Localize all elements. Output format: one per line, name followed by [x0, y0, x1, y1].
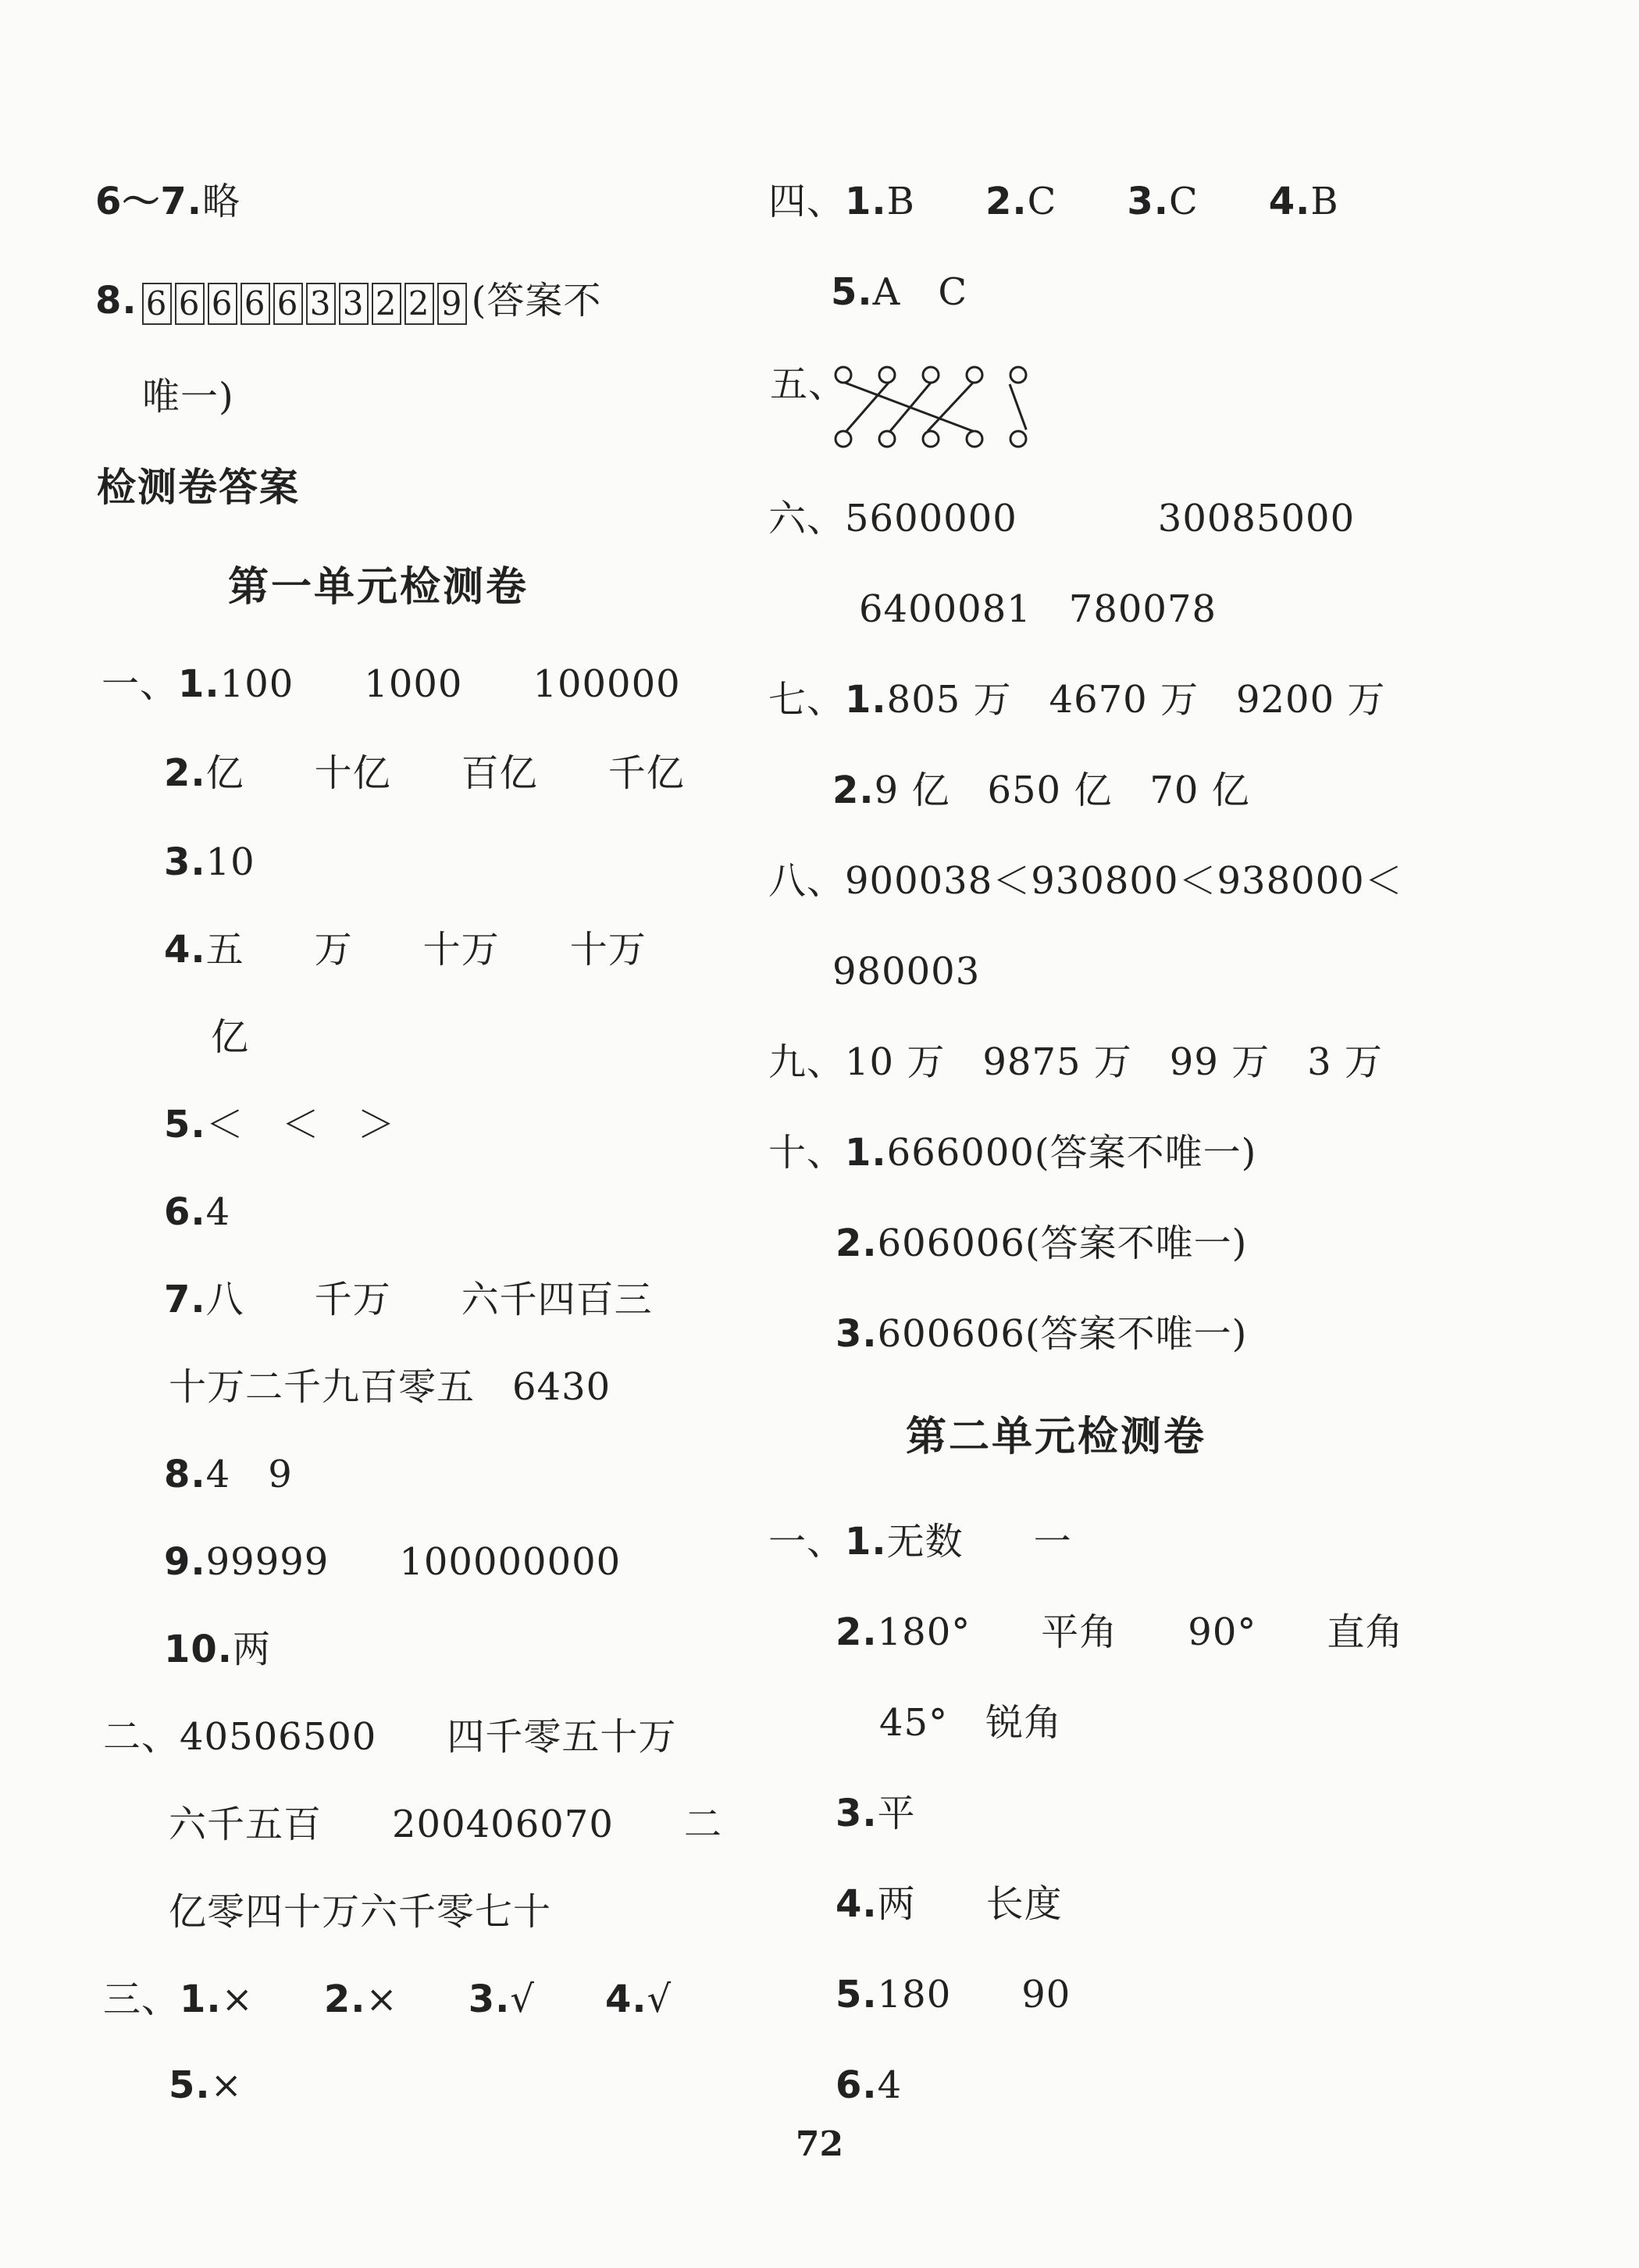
- answer-text: 亿: [205, 751, 244, 795]
- answer-text: 六千四百三: [461, 1278, 653, 1321]
- answer-text: 平: [877, 1792, 916, 1835]
- answer-text: 5600000: [845, 497, 1017, 540]
- answer-text: 99 万: [1169, 1040, 1270, 1084]
- unit1-q6: [768, 495, 1355, 542]
- unit1-q1-5: [164, 1101, 396, 1148]
- top-circle: [967, 367, 982, 383]
- unit1-q6-cont: [859, 586, 1217, 633]
- match-line: [846, 383, 889, 431]
- unit1-q3-5: [169, 2062, 243, 2109]
- answer-text: 805 万: [886, 678, 1012, 722]
- question-number: 1.: [845, 180, 887, 223]
- unit2-title: 第二单元检测卷: [906, 1414, 1207, 1460]
- digit-box: 3: [339, 283, 369, 325]
- answer-text: ＞: [357, 1103, 396, 1146]
- section-prefix: 一、: [102, 662, 179, 706]
- question-number: 8.: [164, 1453, 206, 1496]
- match-line: [1010, 384, 1026, 430]
- question-number: 1.: [845, 678, 887, 722]
- answer-text: 30085000: [1157, 497, 1356, 540]
- question-number: 6.: [836, 2063, 878, 2107]
- section-prefix: 一、: [768, 1520, 846, 1564]
- answer-text: 千亿: [607, 751, 685, 795]
- question-number: 1.: [178, 662, 220, 706]
- answer-text: 650 亿: [987, 768, 1113, 812]
- top-circle: [836, 367, 851, 383]
- answer-text: 90: [1021, 1973, 1071, 2017]
- unit1-q1-1: [102, 661, 681, 708]
- unit1-q7-2: [832, 767, 1250, 814]
- answer-text: 直角: [1327, 1610, 1404, 1654]
- match-line: [928, 383, 973, 431]
- top-circle: [879, 367, 895, 383]
- answer-6-7: [95, 178, 241, 225]
- top-circle: [1010, 367, 1026, 383]
- question-number: 1.: [180, 1977, 222, 2021]
- digit-box: 2: [404, 283, 434, 325]
- unit2-q1-4: [836, 1881, 1063, 1927]
- answer-text: 780078: [1068, 587, 1217, 631]
- unit2-q1-2: [836, 1609, 1403, 1656]
- answer-text: C: [1027, 180, 1057, 223]
- answer-text: 两: [877, 1882, 916, 1926]
- digit-boxes: [142, 283, 467, 325]
- answer-text: B: [886, 180, 915, 223]
- answer-text: 100000000: [399, 1540, 622, 1584]
- unit1-q1-7-cont: [169, 1364, 611, 1410]
- section-prefix: 二、: [103, 1715, 180, 1759]
- answer-text: 1000: [364, 662, 463, 706]
- answer-text: 100000: [533, 662, 681, 706]
- answer-text: 200406070: [392, 1803, 614, 1846]
- question-number: 5.: [169, 2063, 211, 2107]
- digit-box: 3: [306, 283, 336, 325]
- question-number: 2.: [164, 751, 206, 795]
- bottom-circle: [923, 431, 939, 447]
- answer-8-cont: 唯一): [142, 375, 234, 419]
- answer-text: ＜: [205, 1103, 244, 1146]
- question-number: 9.: [164, 1540, 206, 1584]
- unit1-q2-cont: [169, 1801, 722, 1848]
- unit1-q3: [103, 1976, 672, 2023]
- unit1-q4: [768, 178, 1339, 225]
- answer-text: 4: [205, 1190, 231, 1234]
- answer-text: 一: [1033, 1520, 1072, 1564]
- answer-text: 180: [877, 1973, 952, 2017]
- answer-text: 十万二千九百零五: [169, 1365, 476, 1409]
- match-line: [890, 383, 931, 431]
- unit1-q2-cont2: 亿零四十万六千零七十: [169, 1890, 552, 1934]
- section-prefix: 三、: [103, 1977, 180, 2021]
- answer-text: 二: [683, 1803, 722, 1846]
- question-number: 8.: [95, 279, 137, 323]
- question-number: 3.: [1127, 180, 1169, 223]
- unit1-q10-1: [768, 1129, 1256, 1176]
- answer-text: B: [1310, 180, 1339, 223]
- answer-text: 平角: [1041, 1610, 1118, 1654]
- question-number: 2.: [836, 1610, 878, 1654]
- unit1-q9: [768, 1039, 1383, 1086]
- answer-text: 45°: [879, 1701, 949, 1745]
- digit-box: 6: [241, 283, 270, 325]
- answer-text: 180°: [877, 1610, 971, 1654]
- section-prefix: 九、: [768, 1040, 846, 1084]
- answer-text: C: [1168, 180, 1199, 223]
- answer-text: 五: [205, 928, 244, 972]
- answer-text: √: [647, 1977, 672, 2021]
- digit-box: 6: [175, 283, 205, 325]
- answer-text: ×: [210, 2063, 243, 2107]
- answer-text: 4: [205, 1453, 231, 1496]
- answer-text: 9875 万: [982, 1040, 1132, 1084]
- digit-box: 6: [142, 283, 172, 325]
- answer-text: 四千零五十万: [447, 1715, 677, 1759]
- unit1-q5-prefix: 五、: [770, 362, 847, 406]
- match-line: [845, 383, 973, 431]
- digit-box: 2: [372, 283, 401, 325]
- question-number: 5.: [836, 1973, 878, 2017]
- answer-text: 70 亿: [1149, 768, 1250, 812]
- answer-text: 40506500: [180, 1715, 377, 1759]
- answer-text: 100: [219, 662, 294, 706]
- page-number: 72: [795, 2124, 844, 2164]
- answer-text: 无数: [886, 1520, 964, 1564]
- answer-text: 90°: [1188, 1610, 1257, 1654]
- unit2-q1-2-cont: [879, 1699, 1062, 1746]
- answer-text: 锐角: [985, 1701, 1063, 1745]
- answer-text: 10 万: [845, 1040, 946, 1084]
- question-number: 3.: [468, 1977, 511, 2021]
- answer-text: 十万: [569, 928, 647, 972]
- answer-text: 略: [202, 180, 241, 223]
- answer-text: ×: [221, 1977, 254, 2021]
- question-number: 1.: [845, 1131, 887, 1175]
- question-number: 4.: [604, 1977, 647, 2021]
- answer-text: 4670 万: [1049, 678, 1199, 722]
- section-prefix: 四、: [768, 180, 846, 223]
- answer-text: 长度: [985, 1882, 1063, 1926]
- answer-text: 千万: [314, 1278, 391, 1321]
- digit-box: 6: [273, 283, 303, 325]
- question-number: 3.: [836, 1792, 878, 1835]
- question-number: 2.: [832, 768, 875, 812]
- unit2-q1-3: [836, 1790, 916, 1837]
- unit1-q1-6: [164, 1189, 230, 1236]
- question-number: 1.: [845, 1520, 887, 1564]
- unit1-q1-8: [164, 1451, 293, 1498]
- unit1-q10-2: [836, 1220, 1247, 1267]
- question-number: 5.: [164, 1103, 206, 1146]
- question-number: 7.: [164, 1278, 206, 1321]
- answer-text: 6430: [512, 1365, 611, 1409]
- question-number: 4.: [164, 928, 206, 972]
- answer-text: 六千五百: [169, 1803, 322, 1846]
- question-number: 6～7.: [95, 180, 203, 223]
- bottom-circle: [967, 431, 982, 447]
- question-number: 6.: [164, 1190, 206, 1234]
- answer-text: 666000(答案不唯一): [886, 1131, 1257, 1175]
- unit2-q1-5: [836, 1971, 1071, 2018]
- section-prefix: 八、: [768, 859, 846, 903]
- answer-text: ×: [365, 1977, 398, 2021]
- section-prefix: 六、: [768, 497, 846, 540]
- unit1-q1-4-cont: 亿: [211, 1015, 250, 1059]
- bottom-circle: [879, 431, 895, 447]
- unit1-q1-9: [164, 1539, 621, 1585]
- unit1-q7-1: [768, 676, 1385, 723]
- matching-diagram: [828, 361, 1046, 455]
- answer-text: √: [510, 1977, 535, 2021]
- answer-text: 4: [877, 2063, 903, 2107]
- unit1-q8: [768, 858, 1403, 904]
- question-number: 3.: [836, 1312, 878, 1356]
- unit1-q2: [103, 1713, 676, 1760]
- section-heading: 检测卷答案: [97, 465, 300, 510]
- digit-box: 6: [208, 283, 237, 325]
- top-circle: [923, 367, 939, 383]
- answer-8: [95, 277, 601, 325]
- answer-text: C: [938, 270, 968, 314]
- answer-text: 十万: [422, 928, 500, 972]
- unit1-q8-cont: 980003: [832, 950, 981, 993]
- digit-box: 9: [437, 283, 467, 325]
- question-number: 4.: [1268, 180, 1311, 223]
- section-prefix: 七、: [768, 678, 846, 722]
- question-number: 3.: [164, 840, 206, 884]
- bottom-circle: [836, 431, 851, 447]
- answer-text: ＜: [281, 1103, 320, 1146]
- unit1-q1-7: [164, 1276, 653, 1323]
- unit1-q1-2: [164, 750, 685, 797]
- answer-text: 99999: [205, 1540, 330, 1584]
- answer-text: 百亿: [461, 751, 538, 795]
- answer-text: 900038＜930800＜938000＜: [845, 859, 1403, 903]
- unit1-title: 第一单元检测卷: [228, 564, 529, 611]
- question-number: 2.: [836, 1221, 878, 1265]
- unit1-q10-3: [836, 1311, 1247, 1357]
- answer-text: 6400081: [859, 587, 1032, 631]
- answer-text: 9200 万: [1235, 678, 1386, 722]
- question-number: 2.: [323, 1977, 366, 2021]
- unit1-q4-5: [831, 269, 967, 316]
- unit1-q1-3: [164, 839, 255, 886]
- answer-text: 八: [205, 1278, 244, 1321]
- unit1-q1-4: [164, 926, 647, 973]
- section-prefix: 十、: [768, 1131, 846, 1175]
- answer-text: (答案不: [471, 279, 602, 323]
- answer-text: 600606(答案不唯一): [877, 1312, 1248, 1356]
- answer-text: 10: [205, 840, 255, 884]
- answer-text: 万: [314, 928, 353, 972]
- question-number: 10.: [164, 1628, 233, 1671]
- answer-text: A: [872, 270, 901, 314]
- answer-text: 606006(答案不唯一): [877, 1221, 1248, 1265]
- unit2-q1-1: [768, 1518, 1072, 1565]
- unit1-q1-10: [164, 1626, 271, 1673]
- question-number: 2.: [985, 180, 1028, 223]
- answer-text: 3 万: [1307, 1040, 1383, 1084]
- question-number: 4.: [836, 1882, 878, 1926]
- answer-text: 9 亿: [874, 768, 950, 812]
- answer-text: 两: [233, 1628, 272, 1671]
- question-number: 5.: [831, 270, 873, 314]
- bottom-circle: [1010, 431, 1026, 447]
- unit2-q1-6: [836, 2062, 902, 2109]
- answer-text: 9: [268, 1453, 293, 1496]
- answer-text: 十亿: [314, 751, 391, 795]
